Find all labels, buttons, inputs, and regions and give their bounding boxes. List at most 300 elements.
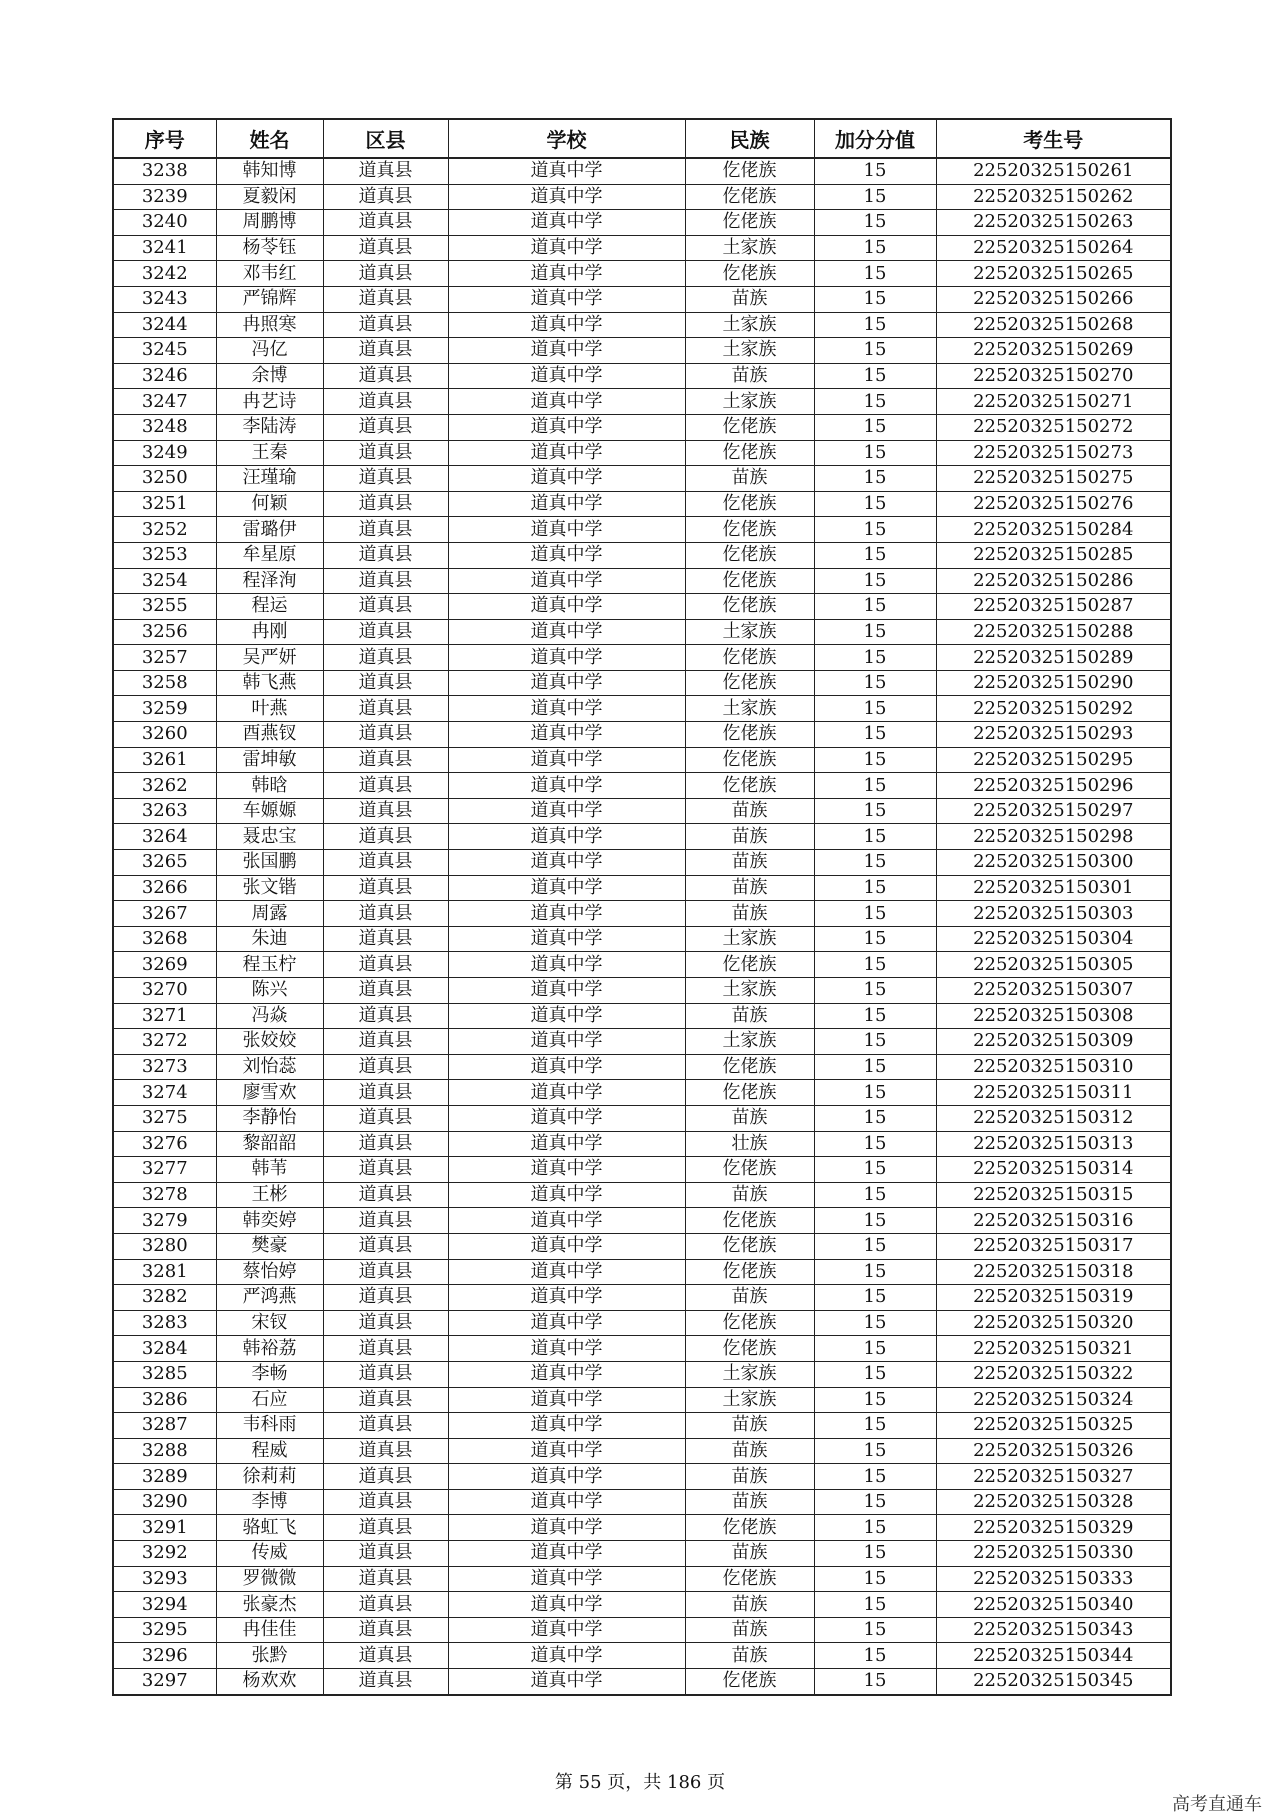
cell-ethnicity: 苗族: [685, 875, 814, 901]
cell-index: 3284: [113, 1336, 216, 1362]
cell-candidate-id: 22520325150303: [936, 901, 1171, 927]
cell-name: 邓韦红: [216, 261, 323, 287]
cell-ethnicity: 仡佬族: [685, 1566, 814, 1592]
cell-school: 道真中学: [448, 1592, 685, 1618]
cell-school: 道真中学: [448, 1310, 685, 1336]
cell-candidate-id: 22520325150268: [936, 312, 1171, 338]
cell-index: 3276: [113, 1131, 216, 1157]
cell-bonus-points: 15: [814, 1310, 936, 1336]
cell-name: 杨欢欢: [216, 1669, 323, 1695]
cell-ethnicity: 苗族: [685, 901, 814, 927]
cell-school: 道真中学: [448, 440, 685, 466]
cell-index: 3262: [113, 773, 216, 799]
cell-ethnicity: 苗族: [685, 363, 814, 389]
cell-bonus-points: 15: [814, 1541, 936, 1567]
cell-county: 道真县: [323, 1387, 448, 1413]
cell-ethnicity: 仡佬族: [685, 542, 814, 568]
table-row: [113, 747, 1171, 773]
cell-county: 道真县: [323, 952, 448, 978]
cell-ethnicity: 苗族: [685, 1413, 814, 1439]
table-row: [113, 978, 1171, 1004]
cell-bonus-points: 15: [814, 158, 936, 184]
table-row: [113, 670, 1171, 696]
cell-ethnicity: 苗族: [685, 1105, 814, 1131]
cell-ethnicity: 苗族: [685, 1003, 814, 1029]
cell-county: 道真县: [323, 1566, 448, 1592]
cell-ethnicity: 苗族: [685, 1643, 814, 1669]
cell-name: 程威: [216, 1438, 323, 1464]
cell-county: 道真县: [323, 1361, 448, 1387]
table-row: [113, 1464, 1171, 1490]
cell-candidate-id: 22520325150266: [936, 286, 1171, 312]
table-row: [113, 1592, 1171, 1618]
cell-index: 3279: [113, 1208, 216, 1234]
cell-school: 道真中学: [448, 1541, 685, 1567]
table-row: [113, 312, 1171, 338]
cell-school: 道真中学: [448, 568, 685, 594]
table-row: [113, 1643, 1171, 1669]
table-row: [113, 1541, 1171, 1567]
cell-bonus-points: 15: [814, 1669, 936, 1695]
cell-index: 3240: [113, 210, 216, 236]
cell-bonus-points: 15: [814, 594, 936, 620]
cell-bonus-points: 15: [814, 261, 936, 287]
cell-candidate-id: 22520325150319: [936, 1285, 1171, 1311]
cell-index: 3241: [113, 235, 216, 261]
cell-name: 聂忠宝: [216, 824, 323, 850]
cell-bonus-points: 15: [814, 1566, 936, 1592]
cell-candidate-id: 22520325150340: [936, 1592, 1171, 1618]
cell-county: 道真县: [323, 875, 448, 901]
cell-candidate-id: 22520325150301: [936, 875, 1171, 901]
cell-ethnicity: 苗族: [685, 1541, 814, 1567]
cell-county: 道真县: [323, 901, 448, 927]
cell-bonus-points: 15: [814, 722, 936, 748]
cell-county: 道真县: [323, 1336, 448, 1362]
cell-name: 张黔: [216, 1643, 323, 1669]
cell-bonus-points: 15: [814, 466, 936, 492]
cell-school: 道真中学: [448, 798, 685, 824]
cell-name: 张国鹏: [216, 850, 323, 876]
cell-county: 道真县: [323, 312, 448, 338]
cell-name: 李静怡: [216, 1105, 323, 1131]
watermark: 高考直通车: [1172, 1794, 1262, 1815]
cell-index: 3288: [113, 1438, 216, 1464]
cell-candidate-id: 22520325150272: [936, 414, 1171, 440]
cell-county: 道真县: [323, 670, 448, 696]
cell-county: 道真县: [323, 1003, 448, 1029]
cell-county: 道真县: [323, 286, 448, 312]
table-row: [113, 824, 1171, 850]
cell-index: 3296: [113, 1643, 216, 1669]
table-row: [113, 850, 1171, 876]
cell-index: 3294: [113, 1592, 216, 1618]
table-row: [113, 926, 1171, 952]
cell-county: 道真县: [323, 158, 448, 184]
table-row: [113, 1310, 1171, 1336]
table-row: [113, 414, 1171, 440]
cell-ethnicity: 仡佬族: [685, 594, 814, 620]
cell-school: 道真中学: [448, 1489, 685, 1515]
header-ethnicity: 民族: [685, 119, 814, 158]
cell-index: 3285: [113, 1361, 216, 1387]
cell-bonus-points: 15: [814, 1003, 936, 1029]
table-row: [113, 1669, 1171, 1695]
cell-index: 3248: [113, 414, 216, 440]
header-bonus-points: 加分分值: [814, 119, 936, 158]
cell-ethnicity: 仡佬族: [685, 517, 814, 543]
cell-bonus-points: 15: [814, 1413, 936, 1439]
cell-index: 3258: [113, 670, 216, 696]
cell-county: 道真县: [323, 1259, 448, 1285]
cell-county: 道真县: [323, 363, 448, 389]
cell-index: 3245: [113, 338, 216, 364]
cell-ethnicity: 壮族: [685, 1131, 814, 1157]
cell-candidate-id: 22520325150311: [936, 1080, 1171, 1106]
cell-index: 3266: [113, 875, 216, 901]
cell-candidate-id: 22520325150287: [936, 594, 1171, 620]
cell-index: 3250: [113, 466, 216, 492]
cell-index: 3280: [113, 1233, 216, 1259]
cell-county: 道真县: [323, 1029, 448, 1055]
cell-bonus-points: 15: [814, 1515, 936, 1541]
table-row: [113, 1233, 1171, 1259]
cell-name: 李博: [216, 1489, 323, 1515]
cell-index: 3247: [113, 389, 216, 415]
cell-school: 道真中学: [448, 875, 685, 901]
table-row: [113, 158, 1171, 184]
cell-index: 3297: [113, 1669, 216, 1695]
cell-bonus-points: 15: [814, 440, 936, 466]
cell-candidate-id: 22520325150312: [936, 1105, 1171, 1131]
cell-index: 3246: [113, 363, 216, 389]
cell-name: 徐莉莉: [216, 1464, 323, 1490]
cell-school: 道真中学: [448, 1157, 685, 1183]
cell-ethnicity: 仡佬族: [685, 1054, 814, 1080]
cell-name: 韩奕婷: [216, 1208, 323, 1234]
cell-school: 道真中学: [448, 491, 685, 517]
cell-school: 道真中学: [448, 1003, 685, 1029]
table-row: [113, 286, 1171, 312]
page-number: 第 55 页，共 186 页: [554, 1772, 726, 1793]
cell-county: 道真县: [323, 184, 448, 210]
cell-name: 黎韶韶: [216, 1131, 323, 1157]
cell-candidate-id: 22520325150261: [936, 158, 1171, 184]
table-row: [113, 517, 1171, 543]
cell-school: 道真中学: [448, 1285, 685, 1311]
cell-ethnicity: 苗族: [685, 1438, 814, 1464]
cell-school: 道真中学: [448, 1669, 685, 1695]
cell-candidate-id: 22520325150271: [936, 389, 1171, 415]
table-row: [113, 1131, 1171, 1157]
cell-school: 道真中学: [448, 1617, 685, 1643]
cell-candidate-id: 22520325150327: [936, 1464, 1171, 1490]
cell-ethnicity: 仡佬族: [685, 491, 814, 517]
cell-bonus-points: 15: [814, 1617, 936, 1643]
cell-county: 道真县: [323, 747, 448, 773]
cell-name: 周露: [216, 901, 323, 927]
cell-school: 道真中学: [448, 1387, 685, 1413]
cell-index: 3256: [113, 619, 216, 645]
cell-candidate-id: 22520325150284: [936, 517, 1171, 543]
cell-ethnicity: 苗族: [685, 466, 814, 492]
cell-ethnicity: 苗族: [685, 1285, 814, 1311]
cell-county: 道真县: [323, 1182, 448, 1208]
cell-candidate-id: 22520325150321: [936, 1336, 1171, 1362]
cell-school: 道真中学: [448, 645, 685, 671]
table-row: [113, 901, 1171, 927]
table-row: [113, 1566, 1171, 1592]
cell-school: 道真中学: [448, 952, 685, 978]
cell-county: 道真县: [323, 1208, 448, 1234]
cell-school: 道真中学: [448, 286, 685, 312]
cell-index: 3292: [113, 1541, 216, 1567]
cell-candidate-id: 22520325150343: [936, 1617, 1171, 1643]
cell-name: 雷璐伊: [216, 517, 323, 543]
cell-name: 骆虹飞: [216, 1515, 323, 1541]
cell-county: 道真县: [323, 619, 448, 645]
table-row: [113, 1080, 1171, 1106]
cell-candidate-id: 22520325150290: [936, 670, 1171, 696]
table-row: [113, 1003, 1171, 1029]
cell-school: 道真中学: [448, 1208, 685, 1234]
cell-name: 程玉柠: [216, 952, 323, 978]
cell-candidate-id: 22520325150300: [936, 850, 1171, 876]
cell-candidate-id: 22520325150329: [936, 1515, 1171, 1541]
cell-bonus-points: 15: [814, 210, 936, 236]
cell-index: 3274: [113, 1080, 216, 1106]
cell-index: 3272: [113, 1029, 216, 1055]
cell-bonus-points: 15: [814, 1054, 936, 1080]
cell-candidate-id: 22520325150314: [936, 1157, 1171, 1183]
cell-index: 3251: [113, 491, 216, 517]
cell-name: 吴严妍: [216, 645, 323, 671]
cell-index: 3275: [113, 1105, 216, 1131]
cell-candidate-id: 22520325150288: [936, 619, 1171, 645]
cell-ethnicity: 仡佬族: [685, 158, 814, 184]
cell-candidate-id: 22520325150289: [936, 645, 1171, 671]
cell-school: 道真中学: [448, 619, 685, 645]
cell-county: 道真县: [323, 1285, 448, 1311]
cell-school: 道真中学: [448, 850, 685, 876]
cell-ethnicity: 仡佬族: [685, 1515, 814, 1541]
cell-name: 程泽洵: [216, 568, 323, 594]
admissions-table: [112, 118, 1172, 1696]
cell-county: 道真县: [323, 261, 448, 287]
cell-candidate-id: 22520325150333: [936, 1566, 1171, 1592]
cell-index: 3257: [113, 645, 216, 671]
cell-name: 何颖: [216, 491, 323, 517]
cell-candidate-id: 22520325150276: [936, 491, 1171, 517]
cell-county: 道真县: [323, 696, 448, 722]
cell-ethnicity: 仡佬族: [685, 1080, 814, 1106]
cell-name: 叶燕: [216, 696, 323, 722]
cell-school: 道真中学: [448, 1259, 685, 1285]
cell-ethnicity: 苗族: [685, 798, 814, 824]
cell-school: 道真中学: [448, 1336, 685, 1362]
cell-bonus-points: 15: [814, 1208, 936, 1234]
cell-name: 夏毅闲: [216, 184, 323, 210]
cell-ethnicity: 仡佬族: [685, 670, 814, 696]
cell-candidate-id: 22520325150275: [936, 466, 1171, 492]
cell-bonus-points: 15: [814, 568, 936, 594]
cell-candidate-id: 22520325150292: [936, 696, 1171, 722]
cell-school: 道真中学: [448, 1182, 685, 1208]
table-row: [113, 440, 1171, 466]
cell-bonus-points: 15: [814, 414, 936, 440]
cell-candidate-id: 22520325150286: [936, 568, 1171, 594]
cell-bonus-points: 15: [814, 1080, 936, 1106]
table-row: [113, 875, 1171, 901]
cell-ethnicity: 仡佬族: [685, 440, 814, 466]
cell-ethnicity: 仡佬族: [685, 261, 814, 287]
cell-name: 廖雪欢: [216, 1080, 323, 1106]
cell-index: 3252: [113, 517, 216, 543]
cell-name: 酉燕钗: [216, 722, 323, 748]
cell-candidate-id: 22520325150316: [936, 1208, 1171, 1234]
cell-bonus-points: 15: [814, 1438, 936, 1464]
cell-name: 韦科雨: [216, 1413, 323, 1439]
cell-name: 韩飞燕: [216, 670, 323, 696]
cell-ethnicity: 仡佬族: [685, 210, 814, 236]
cell-index: 3259: [113, 696, 216, 722]
cell-county: 道真县: [323, 1080, 448, 1106]
cell-bonus-points: 15: [814, 978, 936, 1004]
cell-index: 3271: [113, 1003, 216, 1029]
cell-county: 道真县: [323, 235, 448, 261]
table-row: [113, 568, 1171, 594]
cell-ethnicity: 仡佬族: [685, 952, 814, 978]
cell-candidate-id: 22520325150308: [936, 1003, 1171, 1029]
cell-ethnicity: 苗族: [685, 850, 814, 876]
cell-county: 道真县: [323, 542, 448, 568]
cell-bonus-points: 15: [814, 491, 936, 517]
cell-bonus-points: 15: [814, 1387, 936, 1413]
cell-ethnicity: 土家族: [685, 978, 814, 1004]
cell-index: 3242: [113, 261, 216, 287]
cell-school: 道真中学: [448, 773, 685, 799]
cell-candidate-id: 22520325150344: [936, 1643, 1171, 1669]
table-row: [113, 1617, 1171, 1643]
cell-county: 道真县: [323, 1105, 448, 1131]
cell-county: 道真县: [323, 978, 448, 1004]
cell-school: 道真中学: [448, 389, 685, 415]
cell-county: 道真县: [323, 1592, 448, 1618]
cell-school: 道真中学: [448, 184, 685, 210]
cell-index: 3270: [113, 978, 216, 1004]
cell-index: 3249: [113, 440, 216, 466]
cell-name: 雷坤敏: [216, 747, 323, 773]
cell-ethnicity: 仡佬族: [685, 1259, 814, 1285]
table-row: [113, 1029, 1171, 1055]
cell-county: 道真县: [323, 414, 448, 440]
cell-school: 道真中学: [448, 824, 685, 850]
cell-bonus-points: 15: [814, 926, 936, 952]
cell-name: 冉艺诗: [216, 389, 323, 415]
cell-index: 3278: [113, 1182, 216, 1208]
cell-county: 道真县: [323, 798, 448, 824]
cell-index: 3282: [113, 1285, 216, 1311]
cell-ethnicity: 土家族: [685, 619, 814, 645]
cell-county: 道真县: [323, 517, 448, 543]
table-row: [113, 798, 1171, 824]
cell-name: 张文锴: [216, 875, 323, 901]
cell-bonus-points: 15: [814, 517, 936, 543]
cell-bonus-points: 15: [814, 747, 936, 773]
table-row: [113, 594, 1171, 620]
cell-ethnicity: 苗族: [685, 1464, 814, 1490]
cell-name: 韩知博: [216, 158, 323, 184]
table-row: [113, 1336, 1171, 1362]
cell-candidate-id: 22520325150310: [936, 1054, 1171, 1080]
cell-ethnicity: 土家族: [685, 389, 814, 415]
cell-ethnicity: 苗族: [685, 1489, 814, 1515]
table-row: [113, 1208, 1171, 1234]
cell-name: 余博: [216, 363, 323, 389]
cell-bonus-points: 15: [814, 901, 936, 927]
cell-ethnicity: 土家族: [685, 312, 814, 338]
cell-county: 道真县: [323, 594, 448, 620]
table-row: [113, 696, 1171, 722]
cell-name: 李陆涛: [216, 414, 323, 440]
cell-index: 3254: [113, 568, 216, 594]
cell-index: 3260: [113, 722, 216, 748]
cell-bonus-points: 15: [814, 773, 936, 799]
table-row: [113, 1515, 1171, 1541]
cell-candidate-id: 22520325150313: [936, 1131, 1171, 1157]
cell-name: 冉刚: [216, 619, 323, 645]
table-row: [113, 1105, 1171, 1131]
cell-candidate-id: 22520325150269: [936, 338, 1171, 364]
cell-candidate-id: 22520325150322: [936, 1361, 1171, 1387]
cell-name: 程运: [216, 594, 323, 620]
cell-bonus-points: 15: [814, 1285, 936, 1311]
cell-county: 道真县: [323, 1669, 448, 1695]
cell-name: 刘怡蕊: [216, 1054, 323, 1080]
cell-county: 道真县: [323, 389, 448, 415]
cell-county: 道真县: [323, 1541, 448, 1567]
cell-name: 蔡怡婷: [216, 1259, 323, 1285]
cell-school: 道真中学: [448, 158, 685, 184]
cell-index: 3265: [113, 850, 216, 876]
cell-index: 3295: [113, 1617, 216, 1643]
cell-school: 道真中学: [448, 722, 685, 748]
cell-index: 3281: [113, 1259, 216, 1285]
cell-school: 道真中学: [448, 338, 685, 364]
cell-name: 朱迪: [216, 926, 323, 952]
cell-school: 道真中学: [448, 363, 685, 389]
cell-index: 3261: [113, 747, 216, 773]
cell-county: 道真县: [323, 491, 448, 517]
cell-index: 3269: [113, 952, 216, 978]
cell-bonus-points: 15: [814, 696, 936, 722]
cell-name: 冯亿: [216, 338, 323, 364]
table-row: [113, 1259, 1171, 1285]
cell-bonus-points: 15: [814, 363, 936, 389]
cell-school: 道真中学: [448, 1464, 685, 1490]
cell-school: 道真中学: [448, 517, 685, 543]
cell-ethnicity: 仡佬族: [685, 1310, 814, 1336]
table-row: [113, 491, 1171, 517]
cell-index: 3239: [113, 184, 216, 210]
table-row: [113, 1413, 1171, 1439]
cell-name: 韩苇: [216, 1157, 323, 1183]
cell-school: 道真中学: [448, 1105, 685, 1131]
cell-ethnicity: 苗族: [685, 1592, 814, 1618]
cell-county: 道真县: [323, 466, 448, 492]
cell-bonus-points: 15: [814, 1464, 936, 1490]
cell-ethnicity: 仡佬族: [685, 568, 814, 594]
